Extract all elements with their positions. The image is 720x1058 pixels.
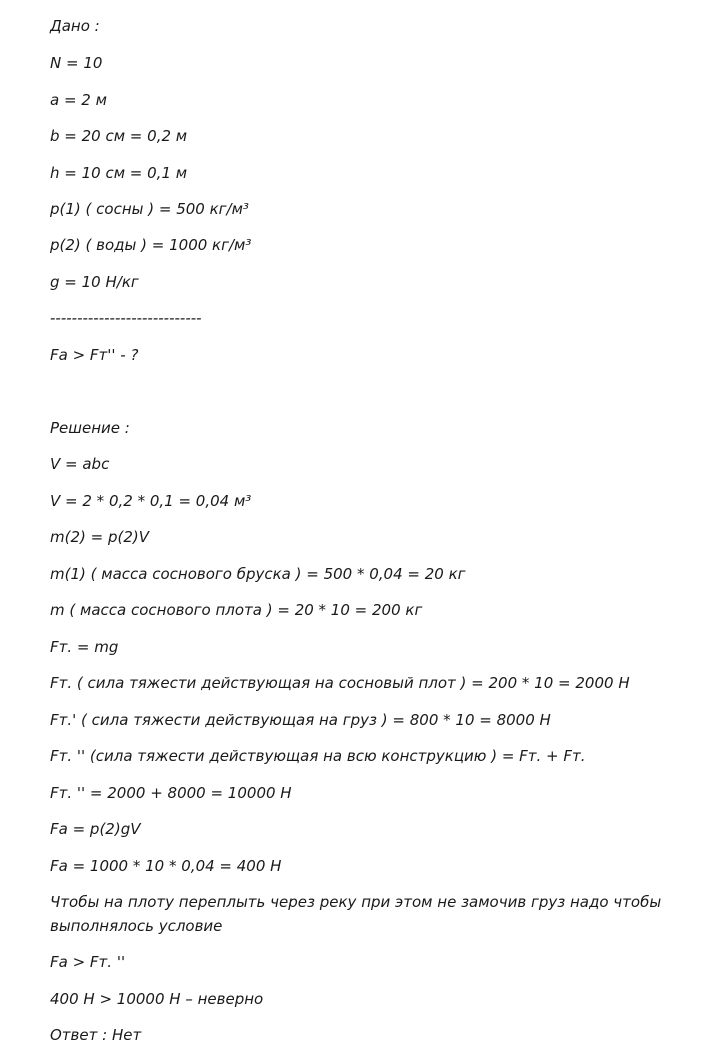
solution-check: 400 Н > 10000 Н – неверно — [50, 990, 264, 1008]
given-title: Дано : — [50, 17, 100, 35]
solution-line-fa-calc: Fa = 1000 * 10 * 0,04 = 400 Н — [50, 857, 282, 875]
solution-line-ft-raft: Fт. ( сила тяжести действующая на сосновый плот ) = 200 * 10 = 2000 Н — [50, 674, 630, 692]
solution-answer: Ответ : Нет — [50, 1026, 142, 1044]
given-line-h: h = 10 см = 0,1 м — [50, 164, 188, 182]
solution-line-v: V = abc — [50, 455, 110, 473]
given-line-a: a = 2 м — [50, 91, 107, 109]
given-line-g: g = 10 Н/кг — [50, 273, 139, 291]
given-line-p1: p(1) ( сосны ) = 500 кг/м³ — [50, 200, 249, 218]
given-find: Fa > Fт'' - ? — [50, 346, 139, 364]
solution-line-ft-total-def: Fт. '' (сила тяжести действующая на всю конструкцию ) = Fт. + Fт. — [50, 747, 586, 765]
solution-line-ft-formula: Fт. = mg — [50, 638, 119, 656]
solution-line-ft-cargo: Fт.' ( сила тяжести действующая на груз ) = 800 * 10 = 8000 Н — [50, 711, 551, 729]
given-line-n: N = 10 — [50, 54, 103, 72]
solution-line-m2: m(2) = p(2)V — [50, 528, 149, 546]
solution-line-m1: m(1) ( масса соснового бруска ) = 500 * 0,04 = 20 кг — [50, 565, 466, 583]
solution-line-ft-total: Fт. '' = 2000 + 8000 = 10000 Н — [50, 784, 292, 802]
solution-condition-text: Чтобы на плоту переплыть через реку при этом не замочив груз надо чтобы выполнялось условие — [50, 893, 662, 935]
solution-line-m: m ( масса соснового плота ) = 20 * 10 = 200 кг — [50, 601, 423, 619]
solution-line-fa-formula: Fa = p(2)gV — [50, 820, 141, 838]
solution-line-v-calc: V = 2 * 0,2 * 0,1 = 0,04 м³ — [50, 492, 252, 510]
given-line-p2: p(2) ( воды ) = 1000 кг/м³ — [50, 236, 252, 254]
given-line-b: b = 20 см = 0,2 м — [50, 127, 188, 145]
solution-condition: Fa > Fт. '' — [50, 953, 126, 971]
given-separator: ---------------------------- — [50, 309, 202, 327]
solution-title: Решение : — [50, 419, 130, 437]
